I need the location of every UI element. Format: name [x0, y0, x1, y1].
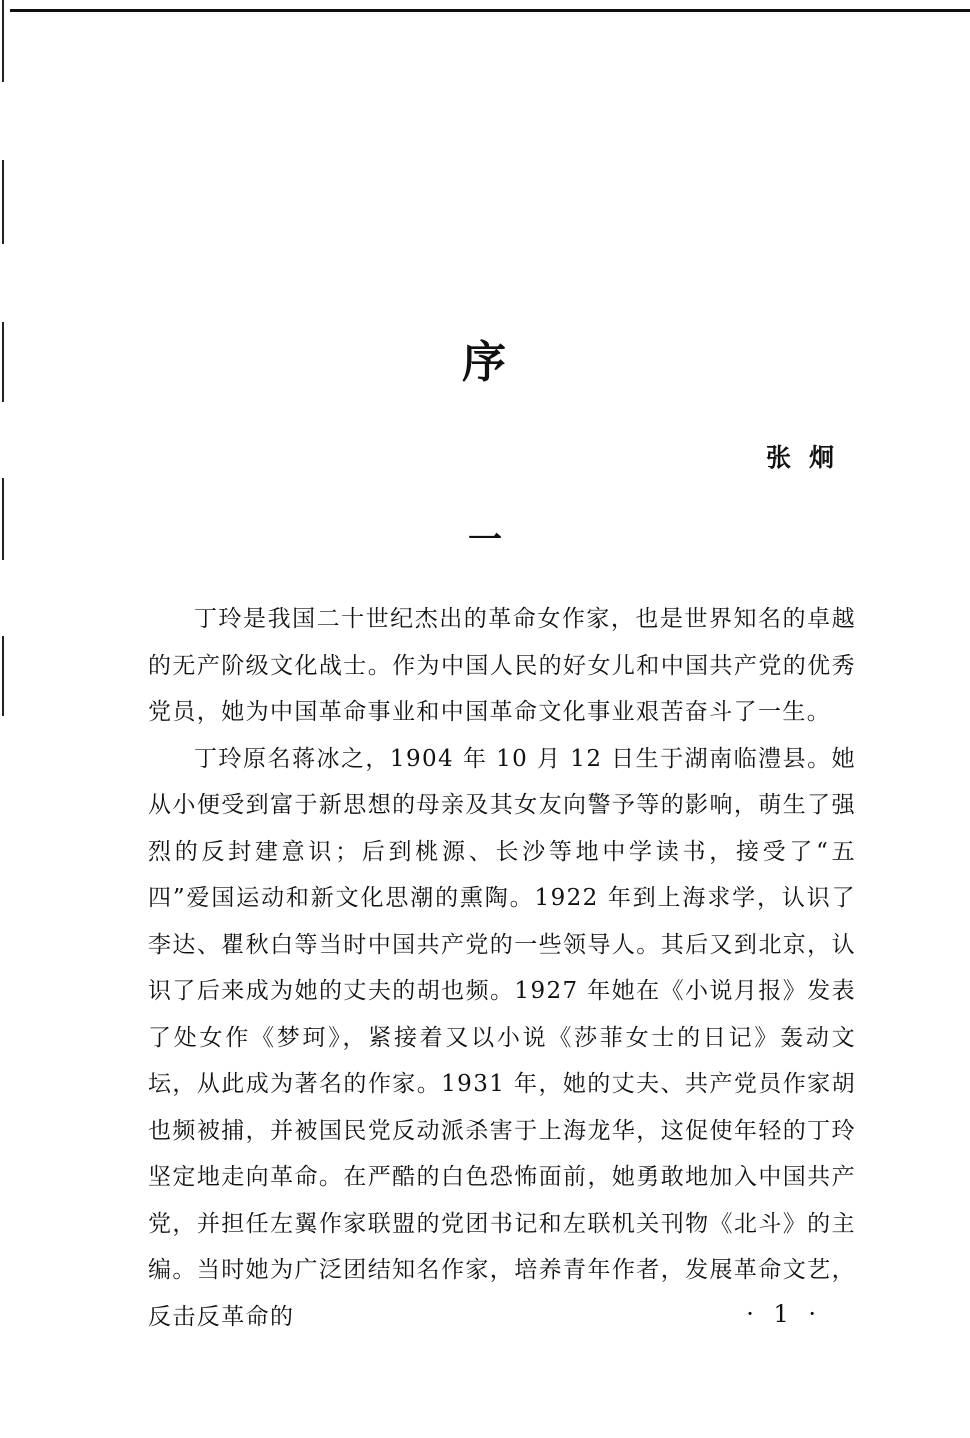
- body-text: [148, 596, 856, 1340]
- scan-top-rule: [10, 9, 970, 12]
- page-number: · 1 ·: [746, 1300, 822, 1328]
- section-number: 一: [468, 520, 502, 560]
- scan-edge-mark: [2, 636, 4, 716]
- paragraph: 丁玲原名蒋冰之，1904 年 10 月 12 日生于湖南临澧县。她从小便受到富于新思想的母亲及其女友向警予等的影响，萌生了强烈的反封建意识；后到桃源、长沙等地中学读书，接受了“五四”爱国运动和新文化思潮的熏陶。1922 年到上海求学，认识了李达、瞿秋白等当时中国共产党的一些领导人。其后又到北京，认识了后来成为她的丈夫的胡也频。1927 年她在《小说月报》发表了处女作《梦珂》，紧接着又以小说《莎菲女士的日记》轰动文坛，从此成为著名的作家。1931 年，她的丈夫、共产党员作家胡也频被捕，并被国民党反动派杀害于上海龙华，这促使年轻的丁玲坚定地走向革命。在严酷的白色恐怖面前，她勇敢地加入中国共产党，并担任左翼作家联盟的党团书记和左联机关刊物《北斗》的主编。当时她为广泛团结知名作家，培养青年作者，发展革命文艺，反击反革命的: [148, 745, 856, 1330]
- author-name: 张炯: [765, 443, 852, 472]
- scan-edge-mark: [2, 0, 4, 82]
- paragraph: 丁玲是我国二十世纪杰出的革命女作家，也是世界知名的卓越的无产阶级文化战士。作为中国人民的好女儿和中国共产党的优秀党员，她为中国革命事业和中国革命文化事业艰苦奋斗了一生。: [148, 606, 856, 725]
- scan-edge-mark: [2, 160, 4, 244]
- page-title: 序: [462, 337, 508, 388]
